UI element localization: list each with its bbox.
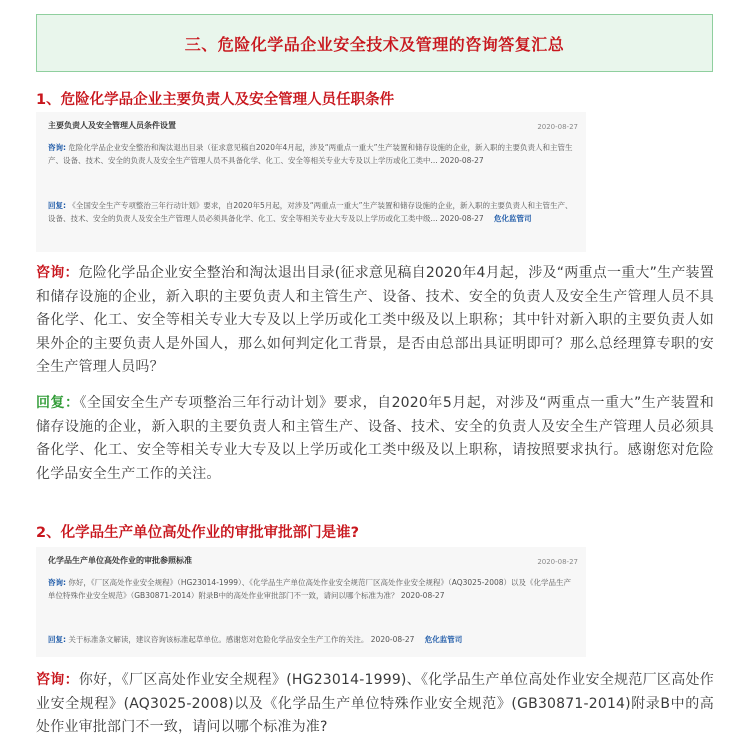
section-2-screenshot — [36, 547, 586, 657]
section-1-question — [36, 262, 714, 380]
screenshot-question — [48, 142, 578, 167]
section-1-screenshot — [36, 112, 586, 252]
page-title: 三、危险化学品企业安全技术及管理的咨询答复汇总 — [184, 34, 565, 54]
screenshot-answer — [48, 200, 578, 225]
screenshot-ask-label: 咨询: — [48, 578, 66, 587]
screenshot-reply-text: 《全国安全生产专项整治三年行动计划》要求，自2020年5月起，对涉及“两重点一重大”生产装置和储存设施的企业，新入职的主要负责人和主管生产、设备、技术、安全的负责人及安全生产管理人员必须具备化学、化工、安全等相关专业大专及以上学历或化工类中级... 2020-08-27 — [48, 201, 573, 223]
screenshot-date: 2020-08-27 — [537, 558, 578, 566]
screenshot-reply-text: 关于标准条文解读，建议咨询该标准起草单位。感谢您对危险化学品安全生产工作的关注。 2020-08-27 — [68, 635, 415, 644]
ask-label: 咨询： — [36, 265, 79, 281]
section-2-question — [36, 669, 714, 740]
screenshot-org: 危化监管司 — [494, 213, 532, 223]
ask-label: 咨询： — [36, 672, 79, 688]
reply-text: 《全国安全生产专项整治三年行动计划》要求，自2020年5月起，对涉及“两重点一重大”生产装置和储存设施的企业，新入职的主要负责人和主管生产、设备、技术、安全的负责人及安全生产管理人员必须具备化学、化工、安全等相关专业大专及以上学历或化工类中级及以上职称，请按照要求执行。感谢您对危险化学品安全生产工作的关注。 — [36, 395, 714, 482]
ask-text: 你好，《厂区高处作业安全规程》(HG23014-1999)、《化学品生产单位高处作业安全规范厂区高处作业安全规程》(AQ3025-2008)以及《化学品生产单位特殊作业安全规范》(GB30871-2014)附录B中的高处作业审批部门不一致，请问以哪个标准为准? — [36, 672, 715, 735]
reply-label: 回复： — [36, 395, 80, 411]
screenshot-answer — [48, 634, 578, 647]
section-1-heading: 1、危险化学品企业主要负责人及安全管理人员任职条件 — [36, 92, 395, 108]
section-title-box — [36, 14, 713, 72]
section-1-answer — [36, 392, 714, 486]
screenshot-reply-label: 回复: — [48, 635, 66, 644]
screenshot-ask-text: 危险化学品企业安全整治和淘汰退出目录（征求意见稿自2020年4月起，涉及“两重点一重大”生产装置和储存设施的企业，新入职的主要负责人和主管生产、设备、技术、安全的负责人及安全生产管理人员不具备化学、化工、安全等相关专业大专及以上学历或化工类中... 2020-08-27 — [48, 143, 573, 165]
screenshot-reply-label: 回复: — [48, 201, 66, 210]
ask-text: 危险化学品企业安全整治和淘汰退出目录(征求意见稿自2020年4月起，涉及“两重点一重大”生产装置和储存设施的企业，新入职的主要负责人和主管生产、设备、技术、安全的负责人及安全生产管理人员不具备化学、化工、安全等相关专业大专及以上学历或化工类中级及以上职称；其中针对新入职的主要负责人如果外企的主要负责人是外国人，那么如何判定化工背景，是否由总部出具证明即可？那么总经理算专职的安全生产管理人员吗？ — [36, 265, 714, 375]
screenshot-ask-text: 你好，《厂区高处作业安全规程》（HG23014-1999）、《化学品生产单位高处作业安全规范厂区高处作业安全规程》（AQ3025-2008）以及《化学品生产单位特殊作业安全规范》（GB30871-2014）附录B中的高处作业审批部门不一致，请问以哪个标准为准？ 2020-08-27 — [48, 578, 572, 600]
screenshot-title: 化学品生产单位高处作业的审批参照标准 — [48, 556, 192, 565]
screenshot-date: 2020-08-27 — [537, 123, 578, 131]
screenshot-title: 主要负责人及安全管理人员条件设置 — [48, 121, 176, 130]
screenshot-ask-label: 咨询: — [48, 143, 66, 152]
screenshot-question — [48, 577, 578, 602]
section-2-heading: 2、化学品生产单位高处作业的审批审批部门是谁? — [36, 525, 359, 541]
screenshot-org: 危化监管司 — [424, 635, 463, 644]
